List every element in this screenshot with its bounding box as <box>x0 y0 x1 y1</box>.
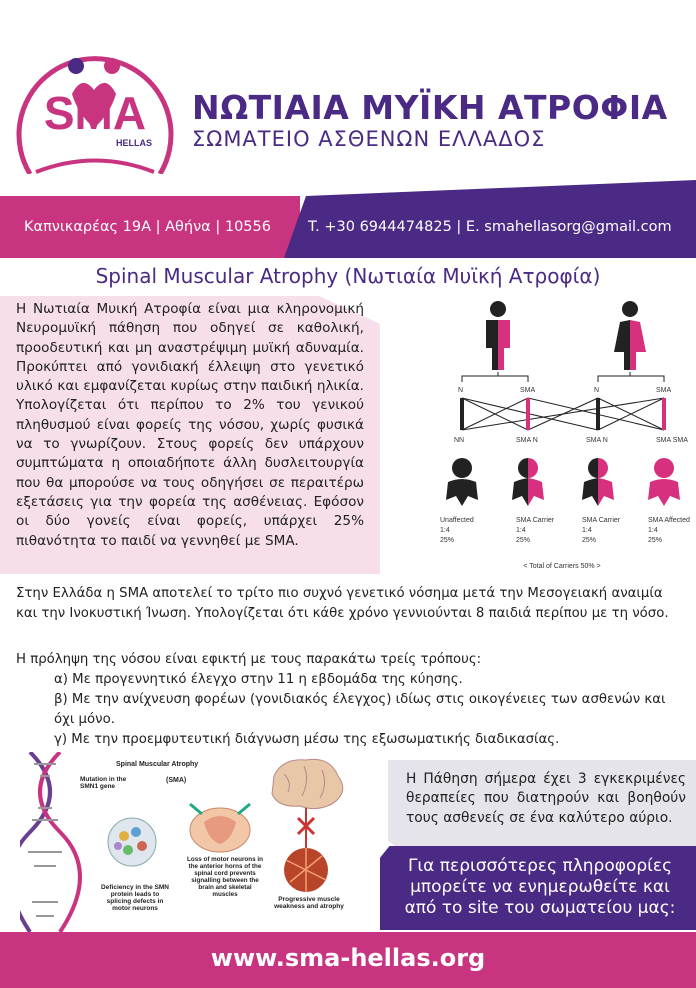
logo-sub: HELLAS <box>116 138 152 148</box>
dna-helix-icon <box>20 752 80 932</box>
child-status: SMA Affected <box>648 517 690 524</box>
child-ratio: 1:4 <box>440 527 450 534</box>
org-title: ΝΩΤΙΑΙΑ ΜΥΪΚΗ ΑΤΡΟΦΙΑ <box>192 88 668 127</box>
genotype-label: NN <box>454 437 465 444</box>
illustration-subtitle: (SMA) <box>166 777 187 784</box>
genotype-label: SMA N <box>586 437 608 444</box>
prevention-item: γ) Με την προεμφυτευτική διάγνωση μέσω της εξωσωματικής διαδικασίας. <box>54 732 560 747</box>
contact-text: T. +30 6944474825 | E. smahellasorg@gmail.com <box>308 219 672 235</box>
muscle-cell-icon <box>284 848 328 892</box>
brain-icon <box>272 759 343 808</box>
baby-affected-icon <box>648 458 680 506</box>
carriers-note: < Total of Carriers 50% > <box>523 563 601 570</box>
allele-label: N <box>458 387 464 394</box>
prevention-intro: Η πρόληψη της νόσου είναι εφικτή με τους παρακάτω τρείς τρόπους: <box>16 652 482 667</box>
allele-label: N <box>594 387 600 394</box>
inheritance-diagram <box>440 300 690 580</box>
child-status: SMA Carrier <box>582 517 621 524</box>
child-ratio: 1:4 <box>648 527 658 534</box>
info-text: Για περισσότερες πληροφορίες μπορείτε να ενημερωθείτε και από το site του σωματείου μας: <box>404 856 676 918</box>
section-title: Spinal Muscular Atrophy (Νωτιαία Μυϊκή Ατροφία) <box>95 264 601 288</box>
baby-carrier-icon <box>582 458 614 506</box>
website-link[interactable]: www.sma-hellas.org <box>210 944 486 972</box>
label-deficiency: Deficiency in the SMN protein leads to splicing defects in motor neurons <box>101 884 169 912</box>
intro-text: Η Νωτιαία Μυική Ατροφία είναι μια κληρονομική Νευρομυϊκή πάθηση που οδηγεί σε καθολική, προοδευτική και μη αναστρέψιμη μυϊκή αδυναμία. Προκύπτει από γονιδιακή έλλειψη στο γενετικό υλικό και εμφανίζεται κυρίως στην παιδική ηλικία. Υπολογίζεται ότι περίπου το 2% του γενικού πληθυσμού είναι φορείς της νόσου, χωρίς φυσικά να το γνωρίζουν. Στους φορείς δεν υπάρχουν συμπτώματα η οποιαδήποτε άλλη δυσλειτουργία που θα μπορούσε να τους οδηγήσει σε περαιτέρω εξετάσεις για την φορεία της ασθένειας. Εφόσον οι δύο γονείς είναι φορείς, υπάρχει 25% πιθανότητα το παιδί να γεννηθεί με SMA. <box>16 301 364 549</box>
child-status: SMA Carrier <box>516 517 555 524</box>
mother-icon <box>614 301 646 370</box>
child-ratio: 1:4 <box>582 527 592 534</box>
prevention-block <box>16 650 682 750</box>
allele-label: SMA <box>520 387 536 394</box>
label-mutation: Mutation in the SMN1 gene <box>80 776 127 790</box>
child-pct: 25% <box>440 537 455 544</box>
sma-hellas-logo <box>12 24 178 174</box>
paragraph-greece: Στην Ελλάδα η SMA αποτελεί το τρίτο πιο συχνό γενετικό νόσημα μετά την Μεσογειακή αναιμία και την Ινοκυστική Ίνωση. Υπολογίζεται ότι κάθε χρόνο γεννιούνται 8 παιδιά περίπου με τη νόσο. <box>16 586 669 621</box>
label-loss: Loss of motor neurons in the anterior horns of the spinal cord prevents signalling between the brain and skeletal muscles <box>187 856 263 898</box>
therapy-text: Η Πάθηση σήμερα έχει 3 εγκεκριμένες θεραπείες που διατηρούν και βοηθούν τους ασθενείς σε ένα καλύτερο αύριο. <box>406 771 686 826</box>
org-subtitle: ΣΩΜΑΤΕΙΟ ΑΣΘΕΝΩΝ ΕΛΛΑΔΟΣ <box>192 127 546 151</box>
sma-illustration <box>20 752 360 932</box>
prevention-item: α) Με προγεννητικό έλεγχο στην 11 η εβδομάδα της κύησης. <box>54 672 463 687</box>
spinal-cord-icon <box>190 804 250 852</box>
label-progressive: Progressive muscle weakness and atrophy <box>274 896 344 910</box>
child-pct: 25% <box>648 537 663 544</box>
child-status: Unaffected <box>440 517 474 524</box>
genotype-label: SMA SMA <box>656 437 688 444</box>
protein-cluster-icon <box>108 818 156 866</box>
prevention-item: β) Με την ανίχνευση φορέων (γονιδιακός έλεγχος) ιδίως στις οικογένειες των ασθενών και όχι μόνο. <box>54 692 666 727</box>
allele-label: SMA <box>656 387 672 394</box>
father-icon <box>486 301 510 370</box>
child-pct: 25% <box>582 537 597 544</box>
baby-unaffected-icon <box>446 458 478 506</box>
child-pct: 25% <box>516 537 531 544</box>
logo-text: SMA <box>43 87 147 139</box>
illustration-title: Spinal Muscular Atrophy <box>116 761 199 768</box>
baby-carrier-icon <box>512 458 544 506</box>
child-ratio: 1:4 <box>516 527 526 534</box>
address-text: Καπνικαρέας 19Α | Αθήνα | 10556 <box>24 219 271 235</box>
genotype-label: SMA N <box>516 437 538 444</box>
